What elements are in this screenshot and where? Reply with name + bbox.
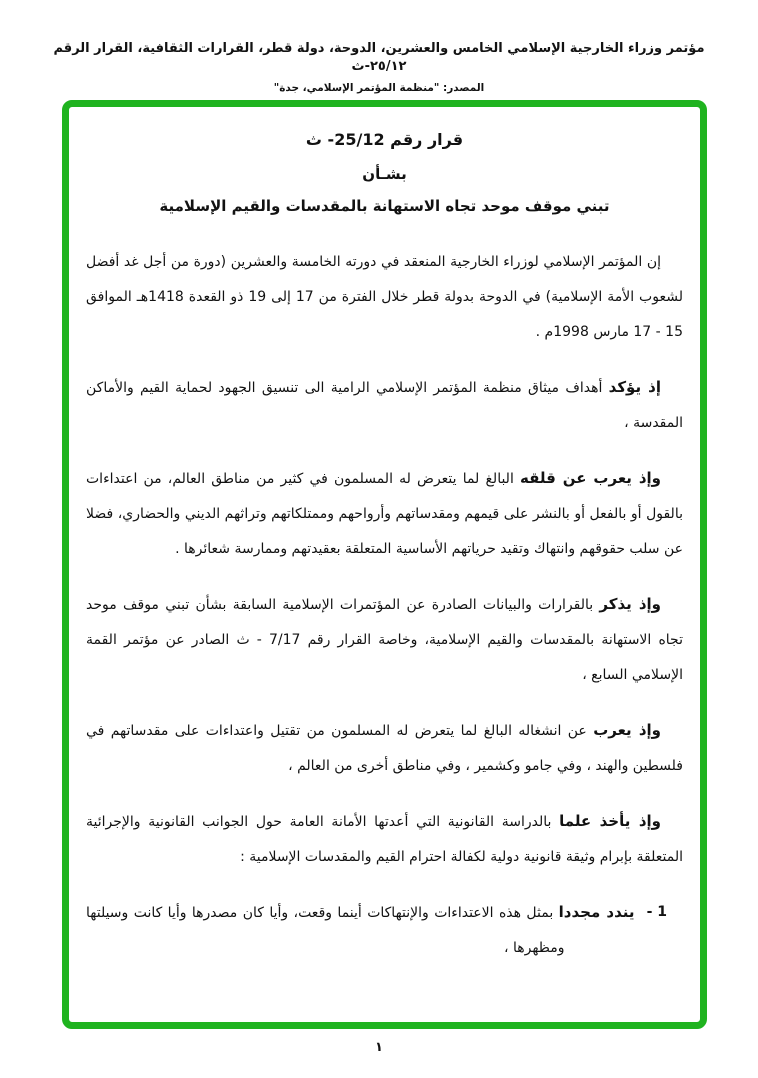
page-number: ١ [375,1040,383,1055]
clause-paragraph-expressing [86,713,683,784]
resolution-item-1 [86,895,683,966]
clause-lead: إذ يؤكد [608,378,661,396]
green-border-frame [62,100,707,1029]
item-body [86,895,635,966]
clause-lead: وإذ يعرب [593,721,662,739]
paragraph-text: عن انشغاله البالغ لما يتعرض له المسلمون من تقتيل واعتداءات على مقدساتهم في فلسطين والهند ، وفي جامو وكشمير ، وفي مناطق أخرى من العالم ، [86,723,683,774]
item-text: بمثل هذه الاعتداءات والإنتهاكات أينما وقعت، وأيا كان مصدرها وأيا كانت وسيلتها ومظهرها ، [86,905,565,956]
clause-lead: وإذ يذكر [599,595,661,613]
clause-paragraph-affirming [86,370,683,441]
clause-lead: وإذ يأخذ علما [559,812,662,830]
resolution-number-title: قرار رقم 25/12- ث [305,130,464,149]
paragraph-text: بالدراسة القانونية التي أعدتها الأمانة العامة حول الجوانب القانونية والإجرائية المتعلقة بإبرام وثيقة قانونية دولية لكفالة احترام القيم والمقدسات الإسلامية : [86,814,683,865]
item-lead: يندد مجددا [558,903,635,921]
preamble-paragraph [86,245,683,350]
paragraph-text: بالقرارات والبيانات الصادرة عن المؤتمرات الإسلامية السابقة بشأن تبني موقف موحد تجاه الاستهانة بالمقدسات والقيم الإسلامية، وخاصة القرار رقم 7/17 - ث الصادر عن مؤتمر القمة الإسلامي السابع ، [86,597,683,683]
paragraph-text: أهداف ميثاق منظمة المؤتمر الإسلامي الرامية الى تنسيق الجهود لحماية القيم والأماكن المقدسة ، [86,380,683,431]
clause-paragraph-taking-note [86,804,683,875]
clause-lead: وإذ يعرب عن قلقه [520,469,662,487]
header-citation: مؤتمر وزراء الخارجية الإسلامي الخامس والعشرين، الدوحة، دولة قطر، القرارات الثقافية، القرار الرقم ٢٥/١٢-ث [53,41,705,74]
clause-paragraph-concern [86,461,683,567]
paragraph-text: البالغ لما يتعرض له المسلمون في كثير من مناطق العالم، من اعتداءات بالقول أو بالفعل أو بالنشر على قيمهم ومقدساتهم وأرواحهم وممتلكاتهم وتراثهم الديني والحضاري، فضلا عن سلب حقوقهم وانتهاك وتقيد حرياتهم الأساسية المتعلقة بعقيدتهم وممارسة شعائرها . [86,471,683,557]
paragraph-text: إن المؤتمر الإسلامي لوزراء الخارجية المنعقد في دورته الخامسة والعشرين (دورة من أجل غد أفضل لشعوب الأمة الإسلامية) في الدوحة بدولة قطر خلال الفترة من 17 إلى 19 ذو القعدة 1418هـ الموافق 15 - 17 مارس 1998م . [86,254,683,340]
header-source: المصدر: "منظمة المؤتمر الإسلامي، جدة" [273,82,485,94]
resolution-subject-title: تبني موقف موحد تجاه الاستهانة بالمقدسات والقيم الإسلامية [159,197,610,215]
document-header [0,40,758,94]
resolution-subject-label: بشـأن [362,165,407,183]
item-number: 1 - [646,904,667,920]
clause-paragraph-recalling [86,587,683,693]
